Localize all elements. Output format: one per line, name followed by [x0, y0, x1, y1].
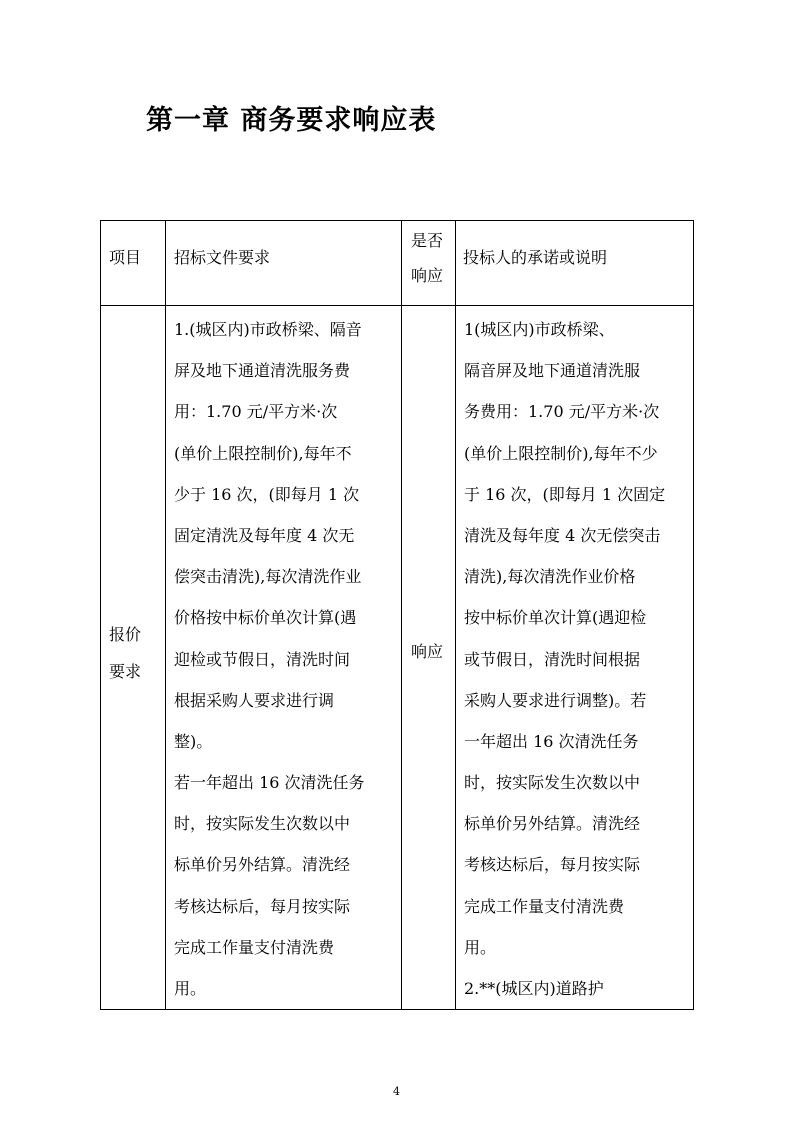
header-divider: [101, 305, 693, 306]
header-item: 项目: [109, 248, 142, 267]
business-requirements-table: [100, 220, 694, 1010]
commitment-line: 用。: [464, 937, 497, 957]
commitment-line: 清洗),每次清洗作业价格: [464, 567, 636, 587]
row-category-line1: 报价: [109, 625, 142, 644]
commitment-line: 采购人要求进行调整)。若: [464, 690, 647, 710]
response-value: 响应: [411, 642, 444, 661]
commitment-line: 时，按实际发生次数以中: [464, 773, 641, 793]
commitment-line: 标单价另外结算。清洗经: [464, 814, 641, 834]
requirement-line: 少于 16 次，(即每月 1 次: [174, 484, 360, 504]
header-commitment: 投标人的承诺或说明: [463, 248, 608, 267]
commitment-line: 2.**(城区内)道路护: [464, 979, 604, 998]
commitment-line: 完成工作量支付清洗费: [464, 896, 625, 916]
header-requirement: 招标文件要求: [174, 248, 271, 267]
commitment-line: 按中标价单次计算(遇迎检: [464, 608, 647, 628]
requirement-line: 固定清洗及每年度 4 次无: [174, 525, 355, 545]
page-number: 4: [393, 1085, 400, 1098]
header-respond: [411, 223, 443, 293]
requirement-text: [174, 309, 365, 1009]
commitment-line: (单价上限控制价),每年不少: [464, 443, 658, 463]
requirement-line: 时，按实际发生次数以中: [174, 814, 351, 834]
commitment-text: [464, 309, 665, 1009]
requirement-line: 若一年超出 16 次清洗任务: [174, 773, 365, 793]
requirement-line: 价格按中标价单次计算(遇: [174, 608, 357, 628]
row-category-line2: 要求: [109, 662, 142, 681]
requirement-line: 偿突击清洗),每次清洗作业: [174, 567, 362, 587]
header-respond-line2: 响应: [411, 266, 444, 285]
requirement-line: 1.(城区内)市政桥梁、隔音: [174, 320, 362, 339]
requirement-line: 根据采购人要求进行调: [174, 690, 335, 710]
column-divider: [455, 221, 456, 1009]
page-title: 第一章 商务要求响应表: [146, 105, 437, 136]
requirement-line: 屏及地下通道清洗服务费: [174, 361, 351, 381]
commitment-line: 1(城区内)市政桥梁、: [464, 320, 615, 339]
commitment-line: 隔音屏及地下通道清洗服: [464, 361, 641, 381]
commitment-line: 或节假日，清洗时间根据: [464, 649, 641, 669]
requirement-line: 用：1.70 元/平方米·次: [174, 402, 338, 422]
commitment-line: 考核达标后，每月按实际: [464, 855, 641, 875]
requirement-line: (单价上限控制价),每年不: [174, 443, 352, 463]
requirement-line: 标单价另外结算。清洗经: [174, 855, 351, 875]
column-divider: [401, 221, 402, 1009]
requirement-line: 考核达标后，每月按实际: [174, 896, 351, 916]
requirement-line: 迎检或节假日，清洗时间: [174, 649, 351, 669]
requirement-line: 整)。: [174, 731, 213, 751]
commitment-line: 于 16 次，(即每月 1 次固定: [464, 484, 666, 504]
commitment-line: 清洗及每年度 4 次无偿突击: [464, 525, 661, 545]
requirement-line: 完成工作量支付清洗费: [174, 937, 335, 957]
requirement-line: 用。: [174, 979, 207, 998]
row-category: [109, 616, 141, 690]
commitment-line: 一年超出 16 次清洗任务: [464, 731, 639, 751]
commitment-line: 务费用：1.70 元/平方米·次: [464, 402, 660, 422]
column-divider: [165, 221, 166, 1009]
header-respond-line1: 是否: [411, 231, 444, 250]
